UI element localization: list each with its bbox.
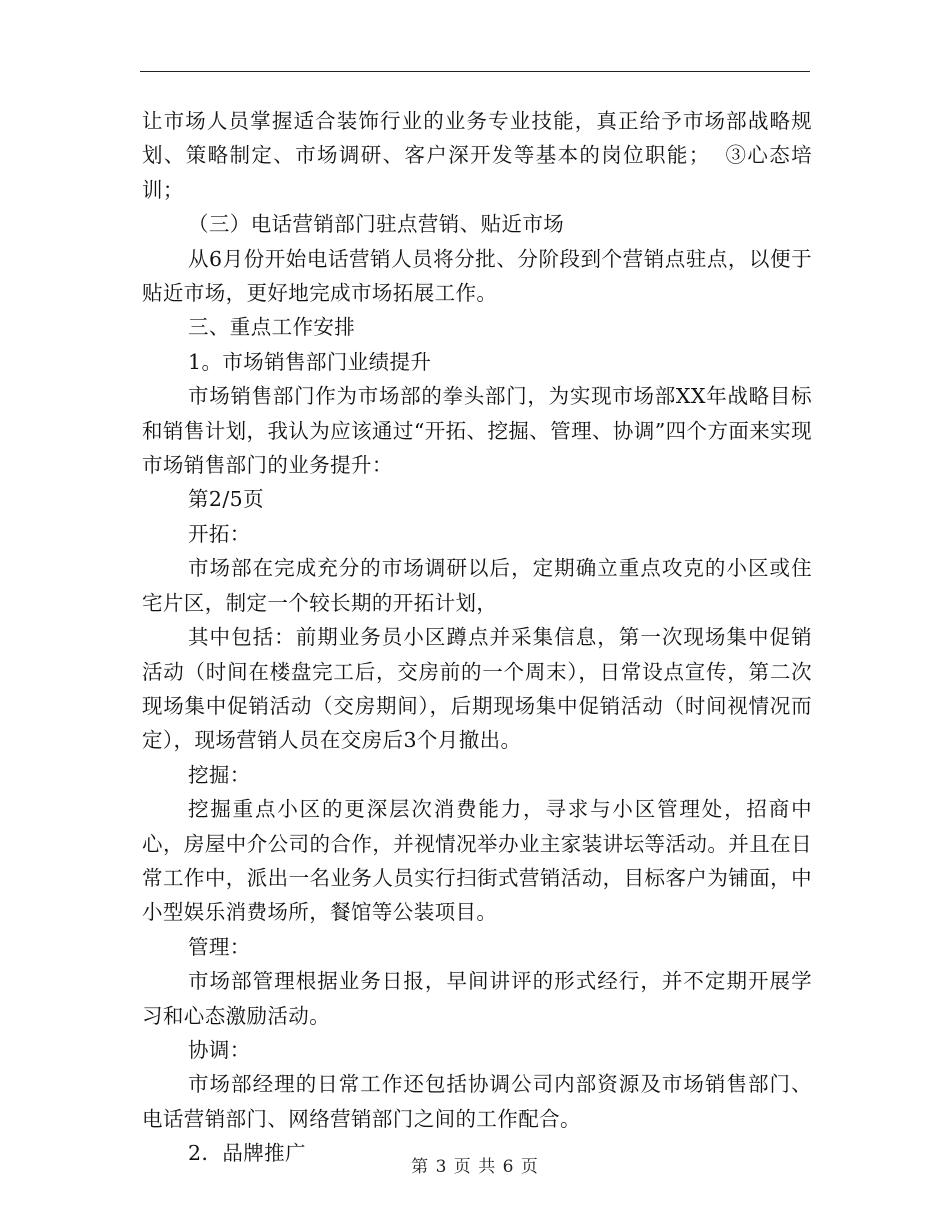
paragraph: 第2/5页 (188, 487, 264, 512)
paragraph: 三、重点工作安排 (188, 315, 356, 340)
paragraph: 其中包括：前期业务员小区蹲点并采集信息，第一次现场集中促销活动（时间在楼盘完工后，交房前的一个周末），日常设点宣传，第二次现场集中促销活动（交房期间），后期现场集中促销活动（时间视情况而定），现场营销人员在交房后3个月撤出。 (142, 625, 812, 753)
page-footer: 第 3 页 共 6 页 (411, 1157, 539, 1177)
document-body (142, 104, 812, 1171)
paragraph: 市场部管理根据业务日报，早间讲评的形式经行，并不定期开展学习和心态激励活动。 (142, 969, 812, 1028)
paragraph: 挖掘重点小区的更深层次消费能力，寻求与小区管理处，招商中心，房屋中介公司的合作，并视情况举办业主家装讲坛等活动。并且在日常工作中，派出一名业务人员实行扫街式营销活动，目标客户为铺面，中小型娱乐消费场所，餐馆等公装项目。 (142, 797, 812, 925)
paragraph: 市场销售部门作为市场部的拳头部门，为实现市场部XX年战略目标和销售计划，我认为应该通过“开拓、挖掘、管理、协调”四个方面来实现市场销售部门的业务提升： (142, 384, 812, 478)
paragraph: 1。市场销售部门业绩提升 (188, 349, 432, 374)
paragraph: 协调： (188, 1037, 251, 1062)
paragraph: 让市场人员掌握适合装饰行业的业务专业技能，真正给予市场部战略规划、策略制定、市场调研、客户深开发等基本的岗位职能； ③心态培训； (142, 109, 812, 202)
paragraph: （三）电话营销部门驻点营销、贴近市场 (188, 212, 565, 237)
paragraph: 2．品牌推广 (188, 1141, 306, 1166)
paragraph: 挖掘： (188, 762, 251, 787)
paragraph: 市场部经理的日常工作还包括协调公司内部资源及市场销售部门、电话营销部门、网络营销部门之间的工作配合。 (142, 1072, 812, 1131)
paragraph: 市场部在完成充分的市场调研以后，定期确立重点攻克的小区或住宅片区，制定一个较长期的开拓计划， (142, 556, 812, 615)
paragraph: 管理： (188, 934, 251, 959)
paragraph: 从6月份开始电话营销人员将分批、分阶段到个营销点驻点，以便于贴近市场，更好地完成市场拓展工作。 (142, 246, 812, 306)
paragraph: 开拓： (188, 521, 251, 546)
header-rule (140, 71, 810, 72)
